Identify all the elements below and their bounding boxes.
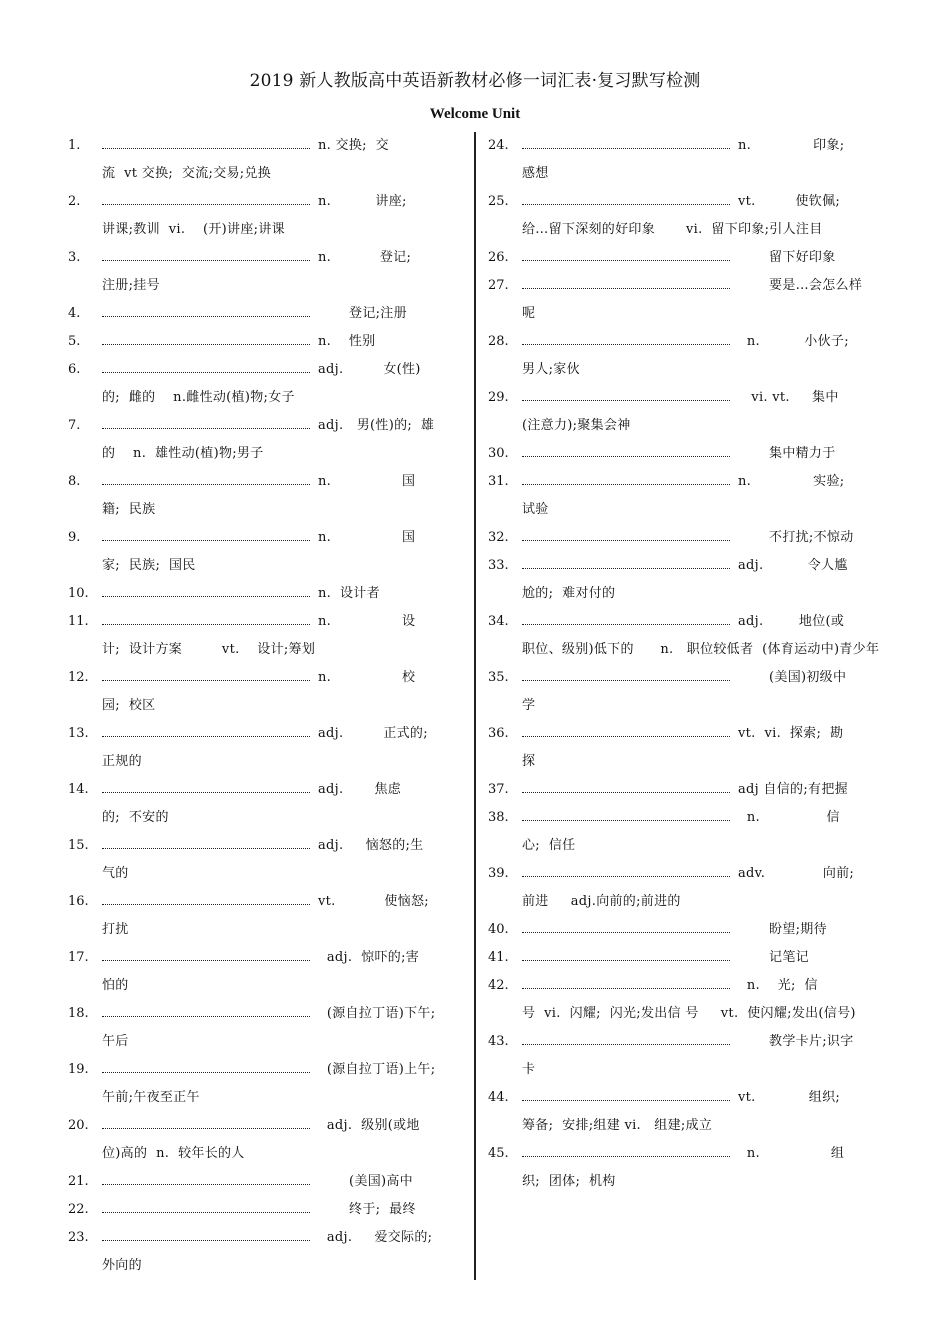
definition-text: 留下好印象: [738, 250, 836, 265]
definition-continuation: 午后: [102, 1034, 129, 1049]
vocab-entry: [488, 776, 880, 804]
definition-text: (源自拉丁语)上午;: [318, 1062, 436, 1077]
definition-continuation: 职位、级别)低下的 n. 职位较低者 (体育运动中)青少年: [522, 642, 880, 657]
definition-text: adj. 惊吓的;害: [318, 950, 420, 965]
definition-text: 教学卡片;识字: [738, 1034, 854, 1049]
answer-blank[interactable]: [102, 306, 310, 317]
definition-text: vt. vi. 探索; 勘: [738, 726, 844, 741]
answer-blank[interactable]: [522, 558, 730, 569]
definition-continuation: 正规的: [102, 754, 142, 769]
definition-continuation: 流 vt 交换; 交流;交易;兑换: [102, 166, 272, 181]
entry-number: 1.: [68, 138, 81, 153]
entry-number: 19.: [68, 1062, 89, 1077]
entry-number: 8.: [68, 474, 81, 489]
entry-number: 23.: [68, 1230, 89, 1245]
right-column: [488, 132, 880, 1196]
entry-number: 15.: [68, 838, 89, 853]
answer-blank[interactable]: [102, 1230, 310, 1241]
definition-continuation: 筹备; 安排;组建 vi. 组建;成立: [522, 1118, 713, 1133]
answer-blank[interactable]: [102, 1118, 310, 1129]
answer-blank[interactable]: [522, 978, 730, 989]
definition-continuation: 心; 信任: [522, 838, 576, 853]
entry-number: 24.: [488, 138, 509, 153]
definition-text: n. 信: [738, 810, 840, 825]
vocab-entry: [68, 1112, 460, 1168]
answer-blank[interactable]: [102, 1006, 310, 1017]
vocab-entry: [488, 468, 880, 524]
entry-number: 22.: [68, 1202, 89, 1217]
answer-blank[interactable]: [102, 726, 310, 737]
vocab-entry: [68, 412, 460, 468]
answer-blank[interactable]: [522, 922, 730, 933]
answer-blank[interactable]: [102, 614, 310, 625]
vocab-entry: [488, 804, 880, 860]
entry-number: 29.: [488, 390, 509, 405]
answer-blank[interactable]: [522, 726, 730, 737]
entry-number: 31.: [488, 474, 509, 489]
definition-continuation: 讲课;教训 vi. (开)讲座;讲课: [102, 222, 285, 237]
definition-text: adj. 令人尴: [738, 558, 848, 573]
vocab-entry: [488, 244, 880, 272]
entry-number: 38.: [488, 810, 509, 825]
definition-continuation: 位)高的 n. 较年长的人: [102, 1146, 245, 1161]
definition-text: adj. 焦虑: [318, 782, 402, 797]
definition-text: adj. 男(性)的; 雄: [318, 418, 435, 433]
definition-text: adj. 爱交际的;: [318, 1230, 433, 1245]
vocab-entry: [488, 664, 880, 720]
answer-blank[interactable]: [102, 474, 310, 485]
entry-number: 5.: [68, 334, 81, 349]
definition-text: 登记;注册: [318, 306, 407, 321]
answer-blank[interactable]: [102, 138, 310, 149]
entry-number: 45.: [488, 1146, 509, 1161]
definition-continuation: 计; 设计方案 vt. 设计;筹划: [102, 642, 316, 657]
vocab-entry: [68, 188, 460, 244]
definition-continuation: 织; 团体; 机构: [522, 1174, 616, 1189]
definition-continuation: 园; 校区: [102, 698, 156, 713]
answer-blank[interactable]: [102, 838, 310, 849]
definition-text: vt. 使恼怒;: [318, 894, 429, 909]
definition-text: adj 自信的;有把握: [738, 782, 848, 797]
vocab-entry: [488, 272, 880, 328]
definition-continuation: 试验: [522, 502, 549, 517]
entry-number: 34.: [488, 614, 509, 629]
vocab-entry: [68, 356, 460, 412]
definition-continuation: 打扰: [102, 922, 129, 937]
answer-blank[interactable]: [522, 278, 730, 289]
vocab-entry: [488, 720, 880, 776]
answer-blank[interactable]: [102, 586, 310, 597]
vocab-entry: [488, 1084, 880, 1140]
definition-continuation: (注意力);聚集会神: [522, 418, 631, 433]
answer-blank[interactable]: [522, 1034, 730, 1045]
definition-text: adj. 地位(或: [738, 614, 845, 629]
definition-continuation: 前进 adj.向前的;前进的: [522, 894, 681, 909]
answer-blank[interactable]: [522, 334, 730, 345]
definition-text: n. 印象;: [738, 138, 845, 153]
definition-text: n. 小伙子;: [738, 334, 849, 349]
vocab-entry: [488, 916, 880, 944]
vocab-entry: [68, 888, 460, 944]
definition-continuation: 号 vi. 闪耀; 闪光;发出信 号 vt. 使闪耀;发出(信号): [522, 1006, 856, 1021]
definition-text: adj. 女(性): [318, 362, 421, 377]
entry-number: 14.: [68, 782, 89, 797]
answer-blank[interactable]: [522, 810, 730, 821]
definition-continuation: 气的: [102, 866, 129, 881]
definition-text: (源自拉丁语)下午;: [318, 1006, 436, 1021]
entry-number: 3.: [68, 250, 81, 265]
definition-text: n. 光; 信: [738, 978, 818, 993]
entry-number: 28.: [488, 334, 509, 349]
definition-continuation: 卡: [522, 1062, 536, 1077]
vocab-entry: [68, 524, 460, 580]
vocab-entry: [488, 188, 880, 244]
entry-number: 20.: [68, 1118, 89, 1133]
definition-continuation: 学: [522, 698, 536, 713]
vocab-entry: [68, 468, 460, 524]
entry-number: 4.: [68, 306, 81, 321]
entry-number: 35.: [488, 670, 509, 685]
entry-number: 13.: [68, 726, 89, 741]
entry-number: 2.: [68, 194, 81, 209]
answer-blank[interactable]: [522, 446, 730, 457]
vocab-entry: [488, 1028, 880, 1084]
answer-blank[interactable]: [102, 1174, 310, 1185]
definition-continuation: 的; 不安的: [102, 810, 169, 825]
answer-blank[interactable]: [102, 1062, 310, 1073]
definition-continuation: 感想: [522, 166, 549, 181]
definition-text: n. 性别: [318, 334, 376, 349]
answer-blank[interactable]: [522, 866, 730, 877]
vocab-entry: [68, 944, 460, 1000]
entry-number: 32.: [488, 530, 509, 545]
definition-continuation: 的 n. 雄性动(植)物;男子: [102, 446, 264, 461]
answer-blank[interactable]: [522, 614, 730, 625]
vocab-entry: [68, 664, 460, 720]
definition-continuation: 午前;午夜至正午: [102, 1090, 200, 1105]
definition-text: n. 校: [318, 670, 416, 685]
definition-continuation: 的; 雌的 n.雌性动(植)物;女子: [102, 390, 295, 405]
definition-continuation: 外向的: [102, 1258, 142, 1273]
vocab-entry: [68, 580, 460, 608]
vocab-entry: [488, 1140, 880, 1196]
definition-text: adj. 级别(或地: [318, 1118, 420, 1133]
entry-number: 10.: [68, 586, 89, 601]
vocab-entry: [488, 552, 880, 608]
vocab-entry: [68, 132, 460, 188]
left-column: [68, 132, 460, 1280]
entry-number: 9.: [68, 530, 81, 545]
vocab-entry: [68, 608, 460, 664]
vocab-entry: [68, 832, 460, 888]
entry-number: 11.: [68, 614, 89, 629]
answer-blank[interactable]: [102, 1202, 310, 1213]
vocab-entry: [488, 944, 880, 972]
vocab-entry: [68, 720, 460, 776]
definition-continuation: 探: [522, 754, 536, 769]
answer-blank[interactable]: [522, 138, 730, 149]
vocab-entry: [68, 300, 460, 328]
answer-blank[interactable]: [102, 530, 310, 541]
definition-continuation: 给…留下深刻的好印象 vi. 留下印象;引人注目: [522, 222, 823, 237]
entry-number: 25.: [488, 194, 509, 209]
answer-blank[interactable]: [102, 362, 310, 373]
entry-number: 6.: [68, 362, 81, 377]
vocab-entry: [488, 524, 880, 552]
vocab-entry: [68, 1224, 460, 1280]
vocab-entry: [68, 244, 460, 300]
entry-number: 39.: [488, 866, 509, 881]
answer-blank[interactable]: [102, 950, 310, 961]
entry-number: 16.: [68, 894, 89, 909]
definition-text: n. 设计者: [318, 586, 380, 601]
definition-continuation: 呢: [522, 306, 536, 321]
vocab-entry: [488, 132, 880, 188]
vocab-entry: [488, 608, 880, 664]
definition-text: 终于; 最终: [318, 1202, 416, 1217]
answer-blank[interactable]: [522, 530, 730, 541]
definition-text: 记笔记: [738, 950, 809, 965]
entry-number: 40.: [488, 922, 509, 937]
definition-text: (美国)高中: [318, 1174, 413, 1189]
entry-number: 26.: [488, 250, 509, 265]
definition-text: n. 实验;: [738, 474, 845, 489]
definition-continuation: 男人;家伙: [522, 362, 580, 377]
entry-number: 33.: [488, 558, 509, 573]
entry-number: 43.: [488, 1034, 509, 1049]
entry-number: 36.: [488, 726, 509, 741]
definition-text: n. 讲座;: [318, 194, 407, 209]
definition-text: n. 国: [318, 474, 416, 489]
vocab-entry: [68, 1056, 460, 1112]
vocab-entry: [488, 384, 880, 440]
vocab-entry: [488, 328, 880, 384]
entry-number: 17.: [68, 950, 89, 965]
vocab-entry: [68, 1000, 460, 1056]
definition-text: vt. 使钦佩;: [738, 194, 841, 209]
definition-text: (美国)初级中: [738, 670, 847, 685]
answer-blank[interactable]: [522, 474, 730, 485]
definition-continuation: 尬的; 难对付的: [522, 586, 616, 601]
answer-blank[interactable]: [522, 1146, 730, 1157]
definition-text: adj. 正式的;: [318, 726, 428, 741]
answer-blank[interactable]: [102, 418, 310, 429]
entry-number: 12.: [68, 670, 89, 685]
entry-number: 37.: [488, 782, 509, 797]
definition-text: 集中精力于: [738, 446, 836, 461]
vocab-entry: [488, 860, 880, 916]
vocab-entry: [488, 972, 880, 1028]
entry-number: 18.: [68, 1006, 89, 1021]
definition-text: 盼望;期待: [738, 922, 827, 937]
answer-blank[interactable]: [522, 250, 730, 261]
column-divider: [474, 132, 476, 1280]
definition-continuation: 籍; 民族: [102, 502, 156, 517]
answer-blank[interactable]: [102, 194, 310, 205]
answer-blank[interactable]: [102, 782, 310, 793]
definition-text: n. 交换; 交: [318, 138, 389, 153]
definition-text: n. 登记;: [318, 250, 412, 265]
answer-blank[interactable]: [522, 390, 730, 401]
entry-number: 42.: [488, 978, 509, 993]
answer-blank[interactable]: [102, 670, 310, 681]
definition-text: n. 组: [738, 1146, 845, 1161]
entry-number: 21.: [68, 1174, 89, 1189]
entry-number: 30.: [488, 446, 509, 461]
page-title: 2019 新人教版高中英语新教材必修一词汇表·复习默写检测: [249, 71, 701, 91]
definition-text: n. 设: [318, 614, 416, 629]
definition-text: vi. vt. 集中: [738, 390, 839, 405]
answer-blank[interactable]: [102, 334, 310, 345]
definition-text: vt. 组织;: [738, 1090, 841, 1105]
definition-text: adj. 恼怒的;生: [318, 838, 424, 853]
section-subtitle: Welcome Unit: [429, 106, 521, 122]
vocab-entry: [68, 1168, 460, 1196]
vocab-entry: [68, 328, 460, 356]
vocab-entry: [68, 1196, 460, 1224]
answer-blank[interactable]: [102, 250, 310, 261]
definition-text: 要是…会怎么样: [738, 278, 863, 293]
answer-blank[interactable]: [522, 1090, 730, 1101]
entry-number: 27.: [488, 278, 509, 293]
entry-number: 41.: [488, 950, 509, 965]
entry-number: 7.: [68, 418, 81, 433]
answer-blank[interactable]: [102, 894, 310, 905]
vocab-entry: [488, 440, 880, 468]
answer-blank[interactable]: [522, 950, 730, 961]
answer-blank[interactable]: [522, 782, 730, 793]
definition-text: adv. 向前;: [738, 866, 855, 881]
answer-blank[interactable]: [522, 194, 730, 205]
answer-blank[interactable]: [522, 670, 730, 681]
entry-number: 44.: [488, 1090, 509, 1105]
definition-continuation: 注册;挂号: [102, 278, 160, 293]
definition-text: 不打扰;不惊动: [738, 530, 854, 545]
vocab-entry: [68, 776, 460, 832]
definition-continuation: 怕的: [102, 978, 129, 993]
definition-text: n. 国: [318, 530, 416, 545]
definition-continuation: 家; 民族; 国民: [102, 558, 196, 573]
